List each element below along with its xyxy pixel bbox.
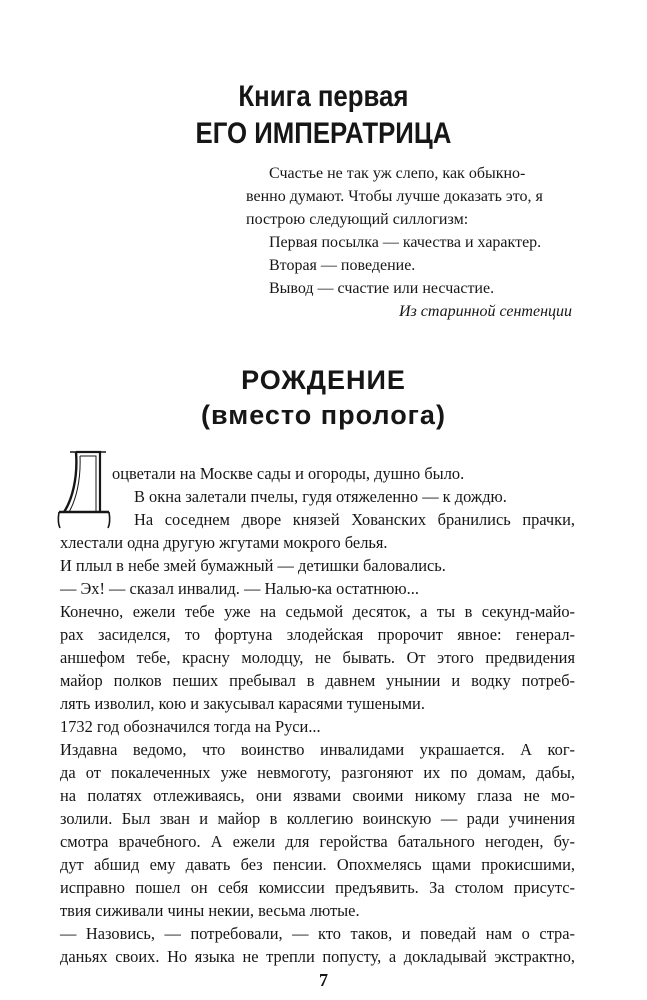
epigraph-line: венно думают. Чтобы лучше доказать это, я [246,188,543,205]
paragraph-line: на полатях отлеживаясь, они язвами своими никому глаза не мо- [60,786,575,805]
paragraph-line: золили. Был зван и майор в коллегию воинскую — ради учинения [60,809,575,828]
paragraph-line: И плыл в небе змей бумажный — детишки баловались. [60,556,446,575]
paragraph-line: — Эх! — сказал инвалид. — Налью-ка остатнюю... [60,579,419,598]
paragraph-line: даньях своих. Но языка не трепли попусту, а докладывай экстрактно, [60,947,575,966]
paragraph-line: да от покалеченных уже невмоготу, разгоняют их по домам, дабы, [60,763,575,782]
paragraph-line: рах засиделся, то фортуна злодейская пророчит явное: генерал- [60,625,575,644]
page-number: 7 [319,970,328,990]
paragraph-line: 1732 год обозначился тогда на Руси... [60,717,321,736]
paragraph-line: майор полков пеших пребывал в давнем унынии и водку потреб- [60,671,575,690]
chapter-subtitle: (вместо пролога) [201,400,446,430]
paragraph-line: На соседнем дворе князей Хованских бранились прачки, [134,510,575,529]
paragraph-line: аншефом тебе, красну молодцу, не бывать. От этого предвидения [60,648,575,667]
drop-cap-letter [56,448,112,530]
paragraph-line: Конечно, ежели тебе уже на седьмой десяток, а ты в секунд-майо- [60,602,575,621]
paragraph-line: В окна залетали пчелы, гудя отяжеленно — к дождю. [134,487,507,506]
book-title-line2: ЕГО ИМПЕРАТРИЦА [195,117,452,150]
paragraph-line: лять изволил, кою и закусывал карасями тушеными. [60,694,425,713]
epigraph-source: Из старинной сентенции [398,303,572,320]
paragraph-line: дут абшид ему давать без пенсии. Опохмелясь щами прокисшими, [60,855,575,874]
book-title-line1: Книга первая [238,80,409,113]
epigraph-line: Первая посылка — качества и характер. [269,234,542,251]
paragraph-line: оцветали на Москве сады и огороды, душно было. [112,464,465,483]
epigraph-line: Вывод — счастие или несчастие. [269,280,495,297]
paragraph-line: хлестали одна другую жгутами мокрого белья. [60,533,388,552]
paragraph-line: — Назовись, — потребовали, — кто таков, и поведай нам о стра- [60,924,575,943]
paragraph-line: смотра врачебного. А ежели для геройства батального негоден, бу- [60,832,575,851]
paragraph-line: Издавна ведомо, что воинство инвалидами украшается. А ког- [60,740,575,759]
chapter-title: РОЖДЕНИЕ [241,365,406,395]
paragraph-line: твия сиживали чины некии, весьма лютые. [60,901,360,920]
epigraph-line: построю следующий силлогизм: [246,211,469,228]
epigraph-line: Вторая — поведение. [269,257,416,274]
paragraph-line: исправно пошел он себя комиссии предъявить. За столом присутс- [60,878,575,897]
epigraph-line: Счастье не так уж слепо, как обыкно- [269,165,526,182]
